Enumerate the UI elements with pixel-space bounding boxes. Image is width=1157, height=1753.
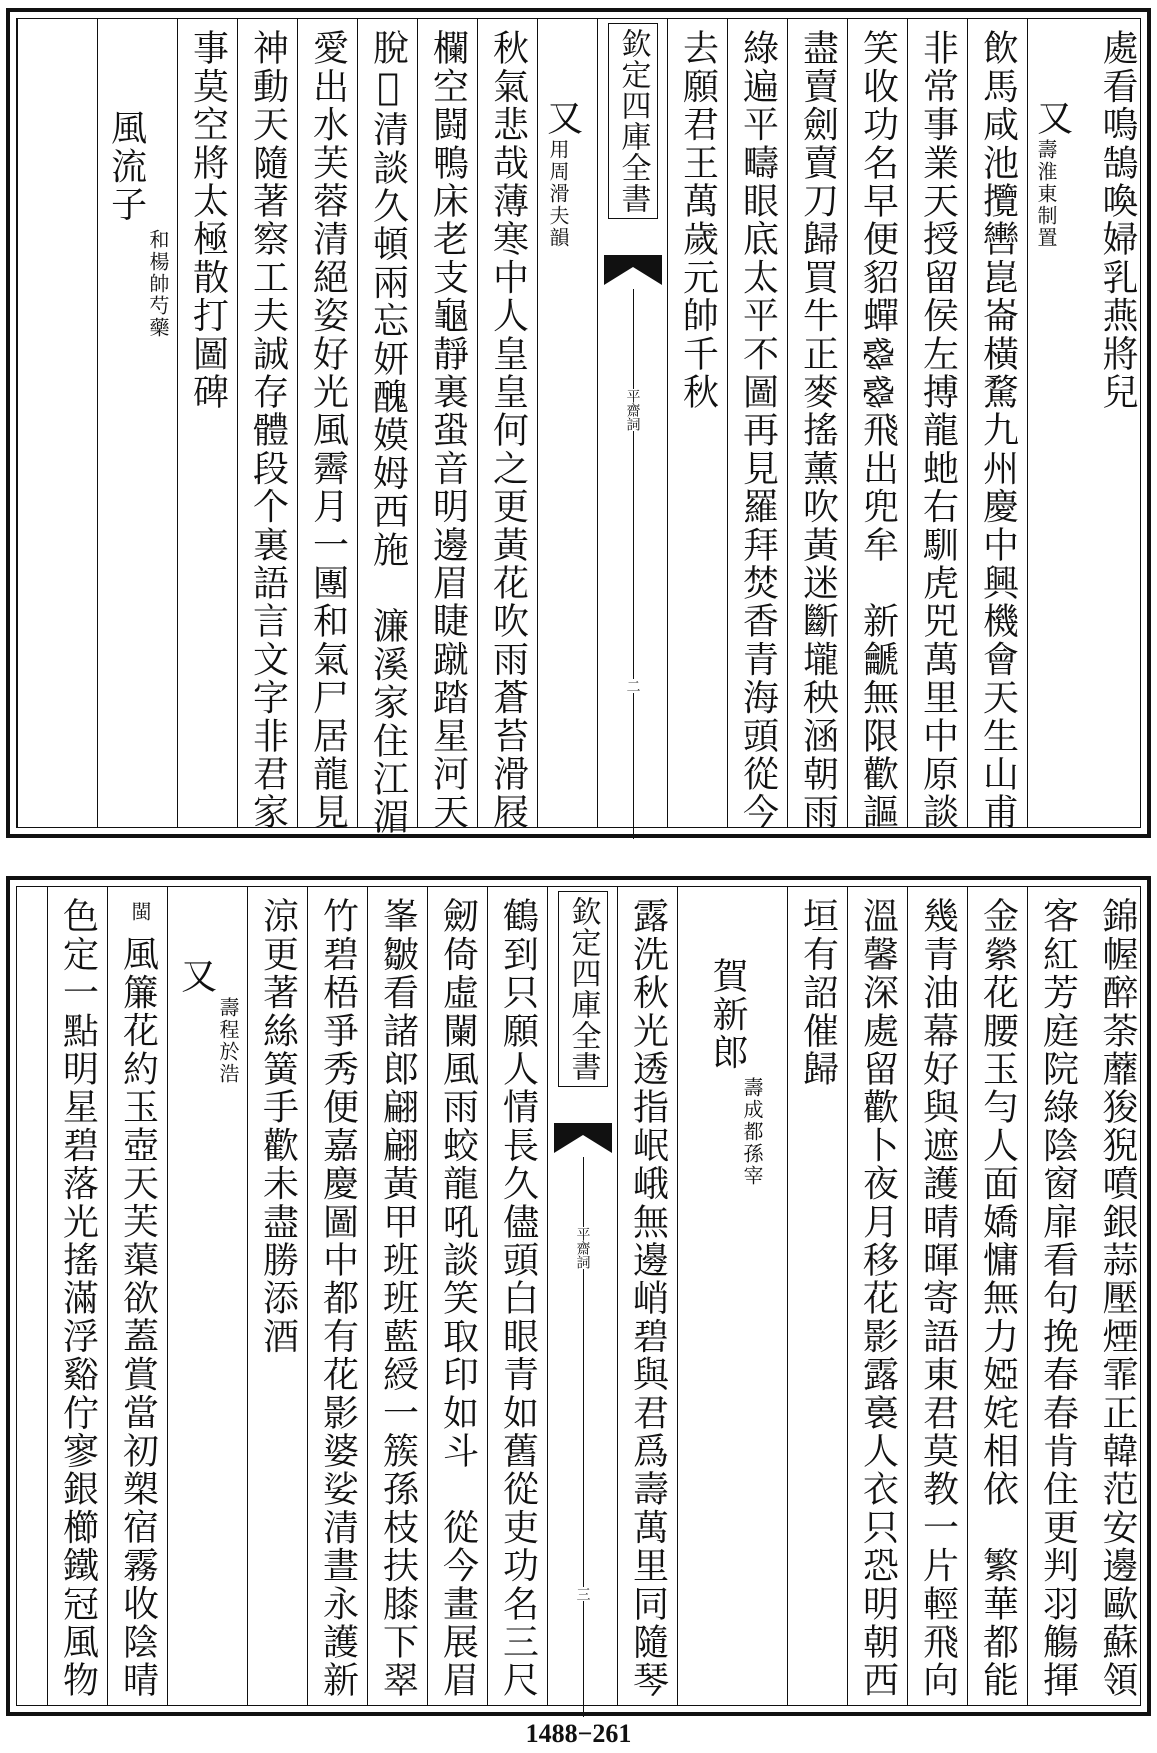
top-page-frame (16, 18, 1141, 837)
column-text: 客紅芳庭院綠陰窗扉看句挽春春肯住更判羽觴揮 (1037, 897, 1079, 1700)
heading-title: 又 (541, 99, 583, 138)
column-text: 劒倚虛闌風雨蛟龍吼談笑取印如斗 從今畫展眉 (437, 897, 479, 1700)
text-column (967, 887, 1027, 1705)
text-column (367, 887, 427, 1705)
column-text: 錦幄醉荼蘼狻猊噴銀蒜壓煙霏正韓范安邊歐蘇領 (1097, 897, 1138, 1700)
text-column (427, 887, 487, 1705)
column-text: 笑收功名早便貂蟬𢨋𢨋飛出兜牟 新䶵無限歡謳 (857, 29, 899, 832)
fish-tail-mark (554, 1123, 612, 1153)
text-column (967, 19, 1027, 832)
column-text: 愛出水芙蓉清絕姿好光風霽月一團和氣尸居龍見 (307, 29, 349, 832)
spine-title: 欽定四庫全書 (608, 23, 658, 219)
column-text: 秋氣悲哉薄寒中人皇皇何之更黃花吹雨蒼苔滑屐 (487, 29, 529, 832)
text-column (47, 887, 107, 1705)
text-column (1027, 887, 1087, 1705)
column-note: 閩 (128, 901, 152, 923)
text-column (357, 19, 417, 837)
heading-title: 賀新郎 (707, 957, 749, 1072)
heading-note: 壽淮東制置 (1034, 139, 1058, 249)
text-column (307, 887, 367, 1705)
center-spine (597, 19, 667, 827)
column-text: 溫馨深處留歡卜夜月移花影露裛人衣只恐明朝西 (857, 897, 899, 1700)
text-column (417, 19, 477, 832)
text-column (487, 887, 547, 1705)
text-column (617, 887, 677, 1705)
text-column (1087, 19, 1147, 827)
text-column (847, 19, 907, 832)
column-text: 盡賣劍賣刀歸買牛正麥搖薰吹黃迷斷壠秧涵朝雨 (797, 29, 839, 832)
text-column (237, 19, 297, 832)
spine-page-number: 三 (574, 1587, 591, 1601)
text-column (907, 887, 967, 1705)
heading-note: 壽成都孫宰 (740, 1077, 764, 1187)
text-column (727, 19, 787, 832)
heading-note: 用周滑夫韻 (546, 139, 570, 249)
spine-rule (633, 289, 635, 839)
text-column (787, 19, 847, 832)
column-text: 竹碧梧爭秀便嘉慶圖中都有花影婆娑清晝永護新 (317, 897, 359, 1700)
text-column (297, 19, 357, 832)
heading-column (167, 887, 247, 1705)
text-column (847, 887, 907, 1705)
text-column (667, 19, 727, 827)
page-number: 1488−261 (525, 1719, 632, 1748)
heading-title: 又 (1031, 99, 1073, 138)
column-text: 神動天隨著察工夫誠存體段个裏語言文字非君家 (247, 29, 289, 832)
column-text: 色定一點明星碧落光搖滿浮谿佇寥銀櫛鐵冠風物 (57, 897, 99, 1700)
heading-title: 風流子 (105, 109, 147, 224)
heading-column (97, 19, 177, 827)
heading-note: 壽程於浩 (216, 997, 240, 1085)
column-text: 綠遍平疇眼底太平不圖再見羅拜焚香青海頭從今 (737, 29, 779, 832)
text-column (907, 19, 967, 832)
text-column (787, 887, 847, 1705)
column-text: 去願君王萬歲元帥千秋 (677, 29, 719, 411)
column-text: 非常事業天授留侯左搏龍虵右馴虎兕萬里中原談 (917, 29, 959, 832)
text-column (107, 887, 167, 1705)
spine-title: 欽定四庫全書 (558, 891, 608, 1087)
column-text: 金縈花腰玉勻人面嬌慵無力婭姹相依 繁華都能 (977, 897, 1019, 1700)
text-column (177, 19, 237, 827)
spine-page-number: 二 (624, 679, 641, 693)
column-text: 涼更著絲簧手歡未盡勝添酒 (257, 897, 299, 1356)
column-text: 露洗秋光透指岷峨無邊峭碧與君爲壽萬里同隨琴 (627, 897, 669, 1700)
column-text: 處看鳴鵠喚婦乳燕將兒 (1097, 29, 1138, 411)
column-text: 事莫空將太極散打圖碑 (187, 29, 229, 411)
heading-column (677, 887, 787, 1705)
column-text: 飲馬咸池攬轡崑崙橫騖九州慶中興機會天生山甫 (977, 29, 1019, 832)
bottom-page-frame (16, 886, 1141, 1706)
text-column (247, 887, 307, 1705)
spine-label: 平齋詞 (574, 1227, 591, 1269)
heading-column (537, 19, 597, 827)
text-column (477, 19, 537, 832)
spine-label: 平齋詞 (624, 389, 641, 431)
text-column (1087, 887, 1147, 1705)
column-text: 幾青油幕好與遮護晴暉寄語東君莫教一片輕飛向 (917, 897, 959, 1700)
top-page-leaf (6, 8, 1151, 838)
column-text: 脫𩮩清談久頓兩忘妍醜嫫姆西施 濂溪家住江湄 (367, 29, 409, 837)
column-text: 欄空闘鴨床老支龜靜裏蛩音明邊眉睫蹴踏星河天 (427, 29, 469, 832)
column-text: 峯皺看諸郎翩翩黃甲班班藍綬一簇孫枝扶膝下翠 (377, 897, 419, 1700)
column-text: 垣有詔催歸 (797, 897, 839, 1088)
heading-title: 又 (175, 957, 217, 996)
blank-column (17, 19, 97, 827)
column-text: 鶴到只願人情長久儘頭白眼青如舊從吏功名三尺 (497, 897, 539, 1700)
heading-column (1027, 19, 1087, 827)
heading-note: 和楊帥芍藥 (146, 229, 170, 339)
bottom-page-leaf (6, 876, 1151, 1716)
column-text: 風簾花約玉壺天芙蕖欲蓋賞當初槊宿霧收陰晴 (117, 935, 159, 1699)
center-spine (547, 887, 617, 1705)
fish-tail-mark (604, 255, 662, 285)
